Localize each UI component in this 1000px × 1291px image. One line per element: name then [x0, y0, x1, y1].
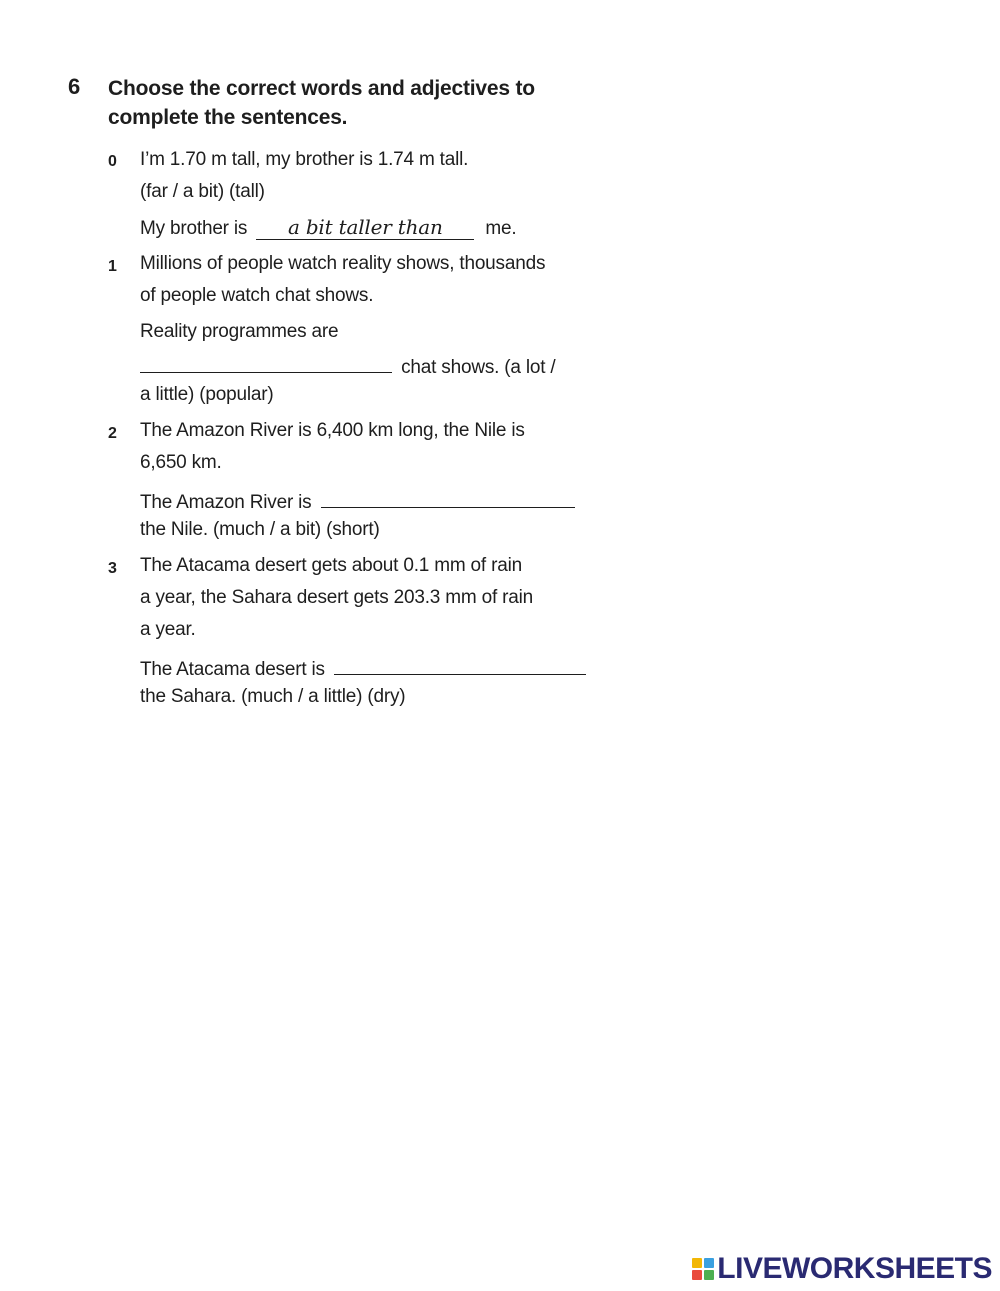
item-1-answer-line	[140, 352, 556, 379]
item-0-answer-line	[140, 215, 516, 240]
item-1-hint-end: a little) (popular)	[140, 384, 274, 405]
item-1-answer-blank[interactable]	[140, 352, 392, 373]
item-number-1: 1	[108, 258, 117, 275]
item-3-line-2: a year, the Sahara desert gets 203.3 mm of rain	[140, 587, 533, 608]
item-0-line-1: I’m 1.70 m tall, my brother is 1.74 m tall.	[140, 149, 469, 170]
item-3-after: the Sahara. (much / a little) (dry)	[140, 686, 406, 707]
item-0-line-2: (far / a bit) (tall)	[140, 181, 265, 202]
item-1-line-2: of people watch chat shows.	[140, 285, 374, 306]
item-0-answer: a bit taller than	[256, 215, 474, 240]
item-3-line-1: The Atacama desert gets about 0.1 mm of rain	[140, 555, 522, 576]
logo-square-4	[704, 1270, 714, 1280]
item-2-prompt: The Amazon River is	[140, 492, 312, 513]
item-0-after: me.	[485, 218, 517, 239]
item-3-answer-blank[interactable]	[334, 654, 586, 675]
logo-square-2	[704, 1258, 714, 1268]
logo-square-3	[692, 1270, 702, 1280]
item-3-line-3: a year.	[140, 619, 196, 640]
logo-text: LIVEWORKSHEETS	[717, 1252, 992, 1285]
item-1-after: chat shows. (a lot /	[401, 357, 556, 378]
item-2-line-1: The Amazon River is 6,400 km long, the Nile is	[140, 420, 525, 441]
item-number-0: 0	[108, 153, 117, 170]
logo-mark-icon	[692, 1258, 714, 1280]
exercise-number: 6	[68, 74, 81, 99]
item-3-prompt: The Atacama desert is	[140, 659, 325, 680]
exercise-instruction: Choose the correct words and adjectives to complete the sentences.	[108, 77, 535, 129]
item-2-answer-blank[interactable]	[321, 487, 575, 508]
liveworksheets-logo	[692, 1252, 992, 1286]
item-2-line-2: 6,650 km.	[140, 452, 222, 473]
item-2-answer-line	[140, 487, 579, 514]
item-0-prompt: My brother is	[140, 218, 248, 239]
item-2-after: the Nile. (much / a bit) (short)	[140, 519, 380, 540]
logo-square-1	[692, 1258, 702, 1268]
item-1-prompt: Reality programmes are	[140, 321, 339, 342]
item-number-2: 2	[108, 425, 117, 442]
item-1-line-1: Millions of people watch reality shows, thousands	[140, 253, 546, 274]
item-3-answer-line	[140, 654, 590, 681]
item-number-3: 3	[108, 560, 117, 577]
